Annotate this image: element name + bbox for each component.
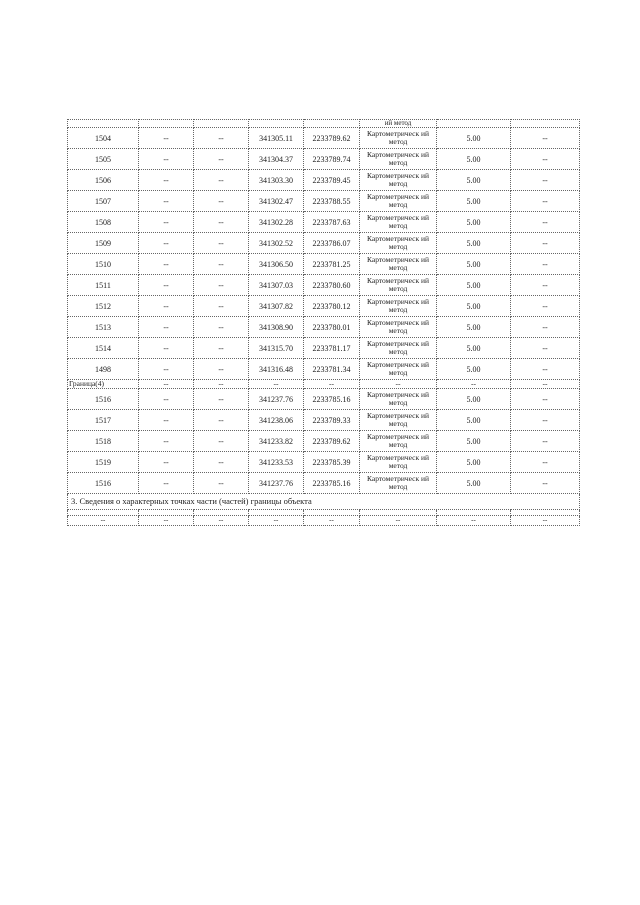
cell: -- [511, 317, 580, 338]
cell: -- [194, 128, 249, 149]
cell: -- [139, 275, 194, 296]
y-coordinate: 2233789.62 [304, 128, 360, 149]
accuracy-cell: 5.00 [437, 452, 511, 473]
y-coordinate: 2233781.25 [304, 254, 360, 275]
cell: -- [139, 149, 194, 170]
cell: -- [139, 473, 194, 494]
cell: -- [511, 410, 580, 431]
table-row [68, 338, 580, 359]
point-id: 1505 [68, 149, 139, 170]
cell [511, 120, 580, 128]
cell: -- [139, 380, 194, 389]
x-coordinate: 341237.76 [249, 389, 304, 410]
point-id: 1506 [68, 170, 139, 191]
accuracy-cell: 5.00 [437, 431, 511, 452]
point-id: 1508 [68, 212, 139, 233]
cell: -- [360, 516, 437, 526]
cell: -- [139, 170, 194, 191]
accuracy-cell: 5.00 [437, 149, 511, 170]
table-row [68, 170, 580, 191]
y-coordinate: 2233785.39 [304, 452, 360, 473]
cell: -- [139, 212, 194, 233]
y-coordinate: 2233780.12 [304, 296, 360, 317]
cell: -- [249, 516, 304, 526]
method-cell: Картометрическ ий метод [360, 275, 437, 296]
cell: -- [139, 254, 194, 275]
boundary-label: Граница(4) [68, 380, 139, 389]
table-row [68, 191, 580, 212]
cell: -- [194, 191, 249, 212]
method-cell: Картометрическ ий метод [360, 389, 437, 410]
cell: -- [194, 380, 249, 389]
x-coordinate: 341302.47 [249, 191, 304, 212]
accuracy-cell: 5.00 [437, 212, 511, 233]
cell: -- [511, 516, 580, 526]
x-coordinate: 341238.06 [249, 410, 304, 431]
x-coordinate: 341305.11 [249, 128, 304, 149]
cell: -- [194, 149, 249, 170]
table-row [68, 233, 580, 254]
table-row [68, 473, 580, 494]
method-cell: Картометрическ ий метод [360, 149, 437, 170]
point-id: 1513 [68, 317, 139, 338]
cell: -- [511, 359, 580, 380]
cell: -- [304, 516, 360, 526]
accuracy-cell: 5.00 [437, 191, 511, 212]
y-coordinate: 2233786.07 [304, 233, 360, 254]
accuracy-cell: 5.00 [437, 359, 511, 380]
cell: -- [139, 191, 194, 212]
accuracy-cell: 5.00 [437, 317, 511, 338]
table-row [68, 410, 580, 431]
cell [194, 120, 249, 128]
method-cell: Картометрическ ий метод [360, 410, 437, 431]
table-row [68, 212, 580, 233]
continuation-row [68, 120, 580, 128]
x-coordinate: 341303.30 [249, 170, 304, 191]
point-id: 1514 [68, 338, 139, 359]
method-cell: Картометрическ ий метод [360, 296, 437, 317]
method-cell: Картометрическ ий метод [360, 431, 437, 452]
cell [68, 120, 139, 128]
y-coordinate: 2233785.16 [304, 389, 360, 410]
accuracy-cell: 5.00 [437, 338, 511, 359]
y-coordinate: 2233781.34 [304, 359, 360, 380]
cell: -- [511, 473, 580, 494]
cell: -- [194, 338, 249, 359]
table-row [68, 359, 580, 380]
y-coordinate: 2233789.62 [304, 431, 360, 452]
cell: -- [194, 452, 249, 473]
y-coordinate: 2233789.45 [304, 170, 360, 191]
cell: -- [139, 389, 194, 410]
method-cell: Картометрическ ий метод [360, 191, 437, 212]
cell: -- [511, 149, 580, 170]
cell: -- [139, 338, 194, 359]
y-coordinate: 2233785.16 [304, 473, 360, 494]
cell: -- [68, 516, 139, 526]
cell: -- [511, 389, 580, 410]
method-cell: Картометрическ ий метод [360, 452, 437, 473]
cell: -- [511, 233, 580, 254]
x-coordinate: 341306.50 [249, 254, 304, 275]
table-row [68, 275, 580, 296]
point-id: 1516 [68, 389, 139, 410]
method-cell: Картометрическ ий метод [360, 338, 437, 359]
x-coordinate: 341233.53 [249, 452, 304, 473]
x-coordinate: 341308.90 [249, 317, 304, 338]
x-coordinate: 341307.82 [249, 296, 304, 317]
method-cell: Картометрическ ий метод [360, 233, 437, 254]
accuracy-cell: 5.00 [437, 296, 511, 317]
x-coordinate: 341233.82 [249, 431, 304, 452]
point-id: 1507 [68, 191, 139, 212]
table-row [68, 149, 580, 170]
table-row [68, 431, 580, 452]
method-cell: Картометрическ ий метод [360, 317, 437, 338]
cell: -- [511, 254, 580, 275]
accuracy-cell: 5.00 [437, 170, 511, 191]
section-heading-row [68, 494, 580, 510]
y-coordinate: 2233788.55 [304, 191, 360, 212]
cell: -- [139, 296, 194, 317]
point-id: 1509 [68, 233, 139, 254]
cell: -- [139, 359, 194, 380]
cell: -- [304, 380, 360, 389]
method-cell: Картометрическ ий метод [360, 212, 437, 233]
y-coordinate: 2233787.63 [304, 212, 360, 233]
cell: -- [139, 128, 194, 149]
accuracy-cell: 5.00 [437, 254, 511, 275]
cell: -- [437, 380, 511, 389]
x-coordinate: 341315.70 [249, 338, 304, 359]
accuracy-cell: 5.00 [437, 233, 511, 254]
method-cell: Картометрическ ий метод [360, 254, 437, 275]
x-coordinate: 341302.28 [249, 212, 304, 233]
x-coordinate: 341304.37 [249, 149, 304, 170]
cell: -- [194, 212, 249, 233]
cell: -- [511, 275, 580, 296]
boundary-points-table [67, 119, 580, 526]
cell [139, 120, 194, 128]
table-row [68, 516, 580, 526]
point-id: 1519 [68, 452, 139, 473]
table-row [68, 296, 580, 317]
table-row [68, 452, 580, 473]
cell: -- [194, 516, 249, 526]
method-cell: ий метод [360, 120, 437, 128]
cell: -- [511, 431, 580, 452]
y-coordinate: 2233781.17 [304, 338, 360, 359]
cell [304, 120, 360, 128]
cell: -- [511, 191, 580, 212]
cell: -- [511, 212, 580, 233]
cell: -- [511, 170, 580, 191]
boundary-row [68, 380, 580, 389]
point-id: 1518 [68, 431, 139, 452]
cell: -- [194, 254, 249, 275]
cell [437, 120, 511, 128]
cell: -- [194, 473, 249, 494]
method-cell: Картометрическ ий метод [360, 359, 437, 380]
method-cell: Картометрическ ий метод [360, 473, 437, 494]
point-id: 1516 [68, 473, 139, 494]
cell: -- [511, 296, 580, 317]
y-coordinate: 2233780.01 [304, 317, 360, 338]
cell: -- [139, 431, 194, 452]
cell: -- [249, 380, 304, 389]
cell: -- [194, 317, 249, 338]
cell: -- [139, 317, 194, 338]
cell: -- [194, 431, 249, 452]
table-row [68, 128, 580, 149]
point-id: 1512 [68, 296, 139, 317]
cell: -- [194, 275, 249, 296]
accuracy-cell: 5.00 [437, 473, 511, 494]
point-id: 1504 [68, 128, 139, 149]
section-title: 3. Сведения о характерных точках части (частей) границы объекта [68, 494, 580, 510]
point-id: 1517 [68, 410, 139, 431]
cell: -- [194, 410, 249, 431]
cell: -- [511, 338, 580, 359]
y-coordinate: 2233789.74 [304, 149, 360, 170]
cell [249, 120, 304, 128]
cell: -- [511, 380, 580, 389]
cell: -- [511, 452, 580, 473]
point-id: 1511 [68, 275, 139, 296]
point-id: 1510 [68, 254, 139, 275]
x-coordinate: 341302.52 [249, 233, 304, 254]
y-coordinate: 2233780.60 [304, 275, 360, 296]
accuracy-cell: 5.00 [437, 128, 511, 149]
y-coordinate: 2233789.33 [304, 410, 360, 431]
accuracy-cell: 5.00 [437, 410, 511, 431]
cell: -- [437, 516, 511, 526]
method-cell: Картометрическ ий метод [360, 170, 437, 191]
cell: -- [194, 170, 249, 191]
cell: -- [139, 516, 194, 526]
table-row [68, 389, 580, 410]
cell: -- [360, 380, 437, 389]
x-coordinate: 341316.48 [249, 359, 304, 380]
cell: -- [194, 296, 249, 317]
cell: -- [194, 389, 249, 410]
cell: -- [194, 233, 249, 254]
cell: -- [139, 410, 194, 431]
cell: -- [194, 359, 249, 380]
cell: -- [139, 452, 194, 473]
accuracy-cell: 5.00 [437, 389, 511, 410]
point-id: 1498 [68, 359, 139, 380]
method-cell: Картометрическ ий метод [360, 128, 437, 149]
table-row [68, 254, 580, 275]
cell: -- [511, 128, 580, 149]
x-coordinate: 341237.76 [249, 473, 304, 494]
x-coordinate: 341307.03 [249, 275, 304, 296]
table-row [68, 317, 580, 338]
accuracy-cell: 5.00 [437, 275, 511, 296]
cell: -- [139, 233, 194, 254]
